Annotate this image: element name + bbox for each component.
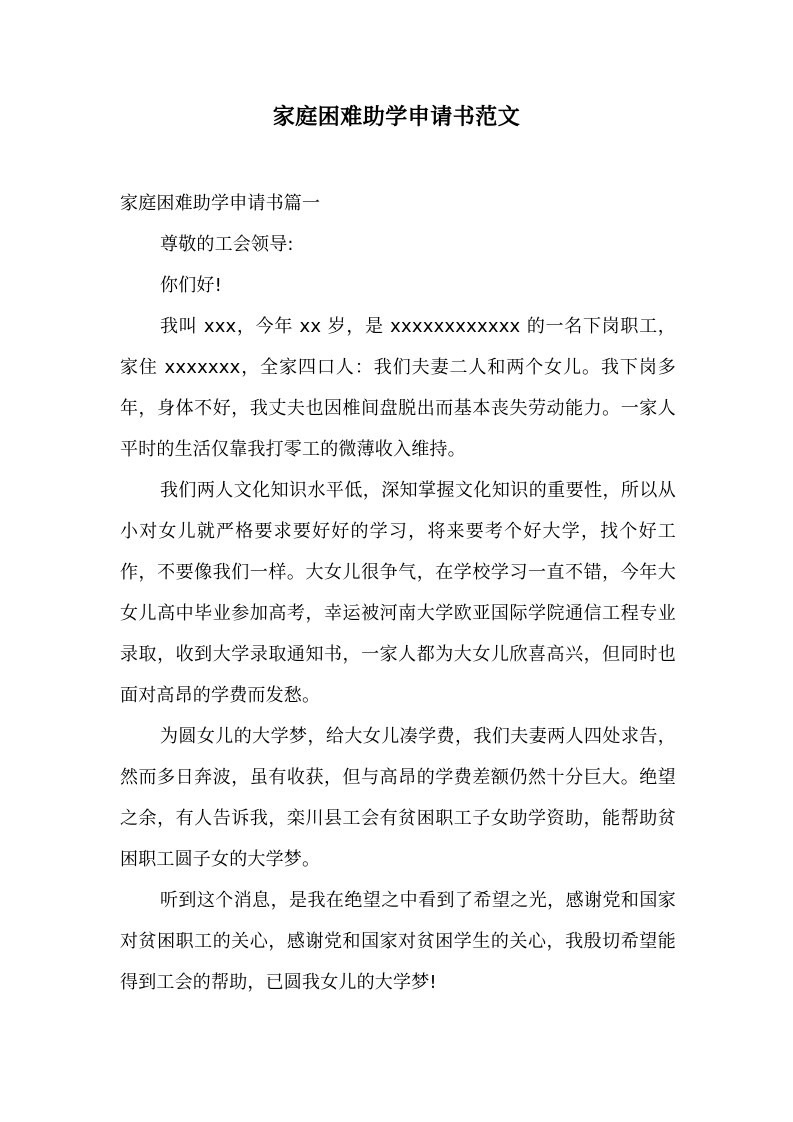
document-body [120,183,676,1003]
paragraph-tuition-difficulty: 为圆女儿的大学梦，给大女儿凑学费，我们夫妻两人四处求告，然而多日奔波，虽有收获，但与高昂的学费差额仍然十分巨大。绝望之余，有人告诉我，栾川县工会有贫困职工子女助学资助，能帮助贫困职工圆子女的大学梦。 [120,726,676,870]
paragraph-daughter-admission: 我们两人文化知识水平低，深知掌握文化知识的重要性，所以从小对女儿就严格要求要好好的学习，将来要考个好大学，找个好工作，不要像我们一样。大女儿很争气，在学校学习一直不错，今年大女儿高中毕业参加高考，幸运被河南大学欧亚国际学院通信工程专业录取，收到大学录取通知书，一家人都为大女儿欣喜高兴，但同时也面对高昂的学费而发愁。 [120,480,676,706]
document-title: 家庭困难助学申请书范文 [272,105,521,130]
section-heading: 家庭困难助学申请书篇一 [120,193,321,214]
paragraph-family-background: 我叫 xxx，今年 xx 岁，是 xxxxxxxxxxxx 的一名下岗职工，家住 xxxxxxx，全家四口人：我们夫妻二人和两个女儿。我下岗多年，身体不好，我丈夫也因椎间盘脱出而基本丧失劳动能力。一家人平时的生活仅靠我打零工的微薄收入维持。 [120,316,676,460]
greeting: 你们好! [160,275,223,296]
paragraph-request: 听到这个消息，是我在绝望之中看到了希望之光，感谢党和国家对贫困职工的关心，感谢党和国家对贫困学生的关心，我殷切希望能得到工会的帮助，已圆我女儿的大学梦! [120,890,676,993]
salutation: 尊敬的工会领导: [160,234,294,255]
